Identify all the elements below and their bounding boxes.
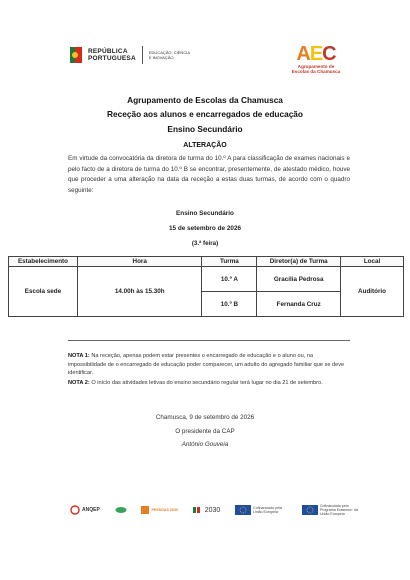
table-row xyxy=(9,267,404,292)
anqep-text: ANQEP xyxy=(82,507,100,513)
signature-name: António Gouveia xyxy=(181,441,229,448)
p2030-mark-icon xyxy=(193,506,203,514)
eu-flag-icon xyxy=(302,505,318,515)
note-1-text: Na receção, apenas podem estar presentes o encarregado de educação e o aluno ou, na impossibilidade de o encarregado de educação poder comparecer, um adulto do agregado familiar que se deve identificar. xyxy=(68,353,345,377)
p2030-logo xyxy=(193,506,221,514)
school-title: Agrupamento de Escolas da Chamusca xyxy=(127,95,283,105)
note-2 xyxy=(68,379,350,388)
schedule-weekday: (3.ª feira) xyxy=(191,240,219,247)
note-2-label: NOTA 2: xyxy=(68,380,90,386)
ministry-text xyxy=(149,50,190,60)
note-2-text: O início das atividades letivas do ensino secundário regular terá lugar no dia 21 de setembro. xyxy=(89,380,323,386)
green-leaf-icon xyxy=(115,506,127,514)
cell-class: 10.º B xyxy=(202,292,257,317)
school-logo xyxy=(286,44,346,78)
anqep-logo xyxy=(70,505,100,515)
subject-title: Receção aos alunos e encarregados de educação xyxy=(107,109,303,119)
header-class: Turma xyxy=(202,257,257,267)
green-logo xyxy=(115,506,127,514)
header-time: Hora xyxy=(77,257,202,267)
republica-text xyxy=(88,48,136,62)
note-1 xyxy=(68,352,350,378)
school-logo-caption xyxy=(286,64,346,74)
anqep-mark-icon xyxy=(70,505,80,515)
republica-portuguesa-logo xyxy=(68,44,208,66)
cell-director: Fernanda Cruz xyxy=(257,292,341,317)
header-divider xyxy=(142,46,143,64)
header-establishment: Estabelecimento xyxy=(9,257,78,267)
body-paragraph: Em virtude da convocatória da diretora de turma do 10.º A para classificação de exames nacionais e pelo facto de a diretora de turma do 10.º B se encontrar, presentemente, de atestado médico, houve que proceder a uma alteração na data da receção a estas duas turmas, de acordo com o quadro seguinte: xyxy=(68,155,350,194)
school-logo-letters: AEC xyxy=(296,43,336,65)
schedule-date: 15 de setembro de 2026 xyxy=(168,225,242,232)
eu-cofinance-text: Cofinanciado pela União Europeia xyxy=(253,506,282,514)
signature-role: O presidente da CAP xyxy=(175,428,235,435)
schedule-level: Ensino Secundário xyxy=(176,210,234,217)
pessoas-mark-icon xyxy=(141,506,149,514)
note-1-label: NOTA 1: xyxy=(68,353,90,359)
p2030-text: 2030 xyxy=(204,506,221,514)
header-director: Diretor(a) de Turma xyxy=(257,257,341,267)
cell-time: 14.00h às 15.30h xyxy=(77,267,202,317)
table-header-row xyxy=(9,257,404,267)
eu-erasmus-text: Cofinanciado pelo Programa Erasmus+ da União Europeia xyxy=(319,504,359,516)
pessoas-text: PESSOAS 2030 xyxy=(151,508,178,512)
notes-divider xyxy=(68,340,350,341)
signature-place-date: Chamusca, 9 de setembro de 2026 xyxy=(155,414,255,421)
pessoas-logo xyxy=(141,506,177,514)
change-title: ALTERAÇÃO xyxy=(183,142,227,149)
cell-location: Auditório xyxy=(341,267,404,317)
ministry-line2: E INOVAÇÃO xyxy=(148,55,174,60)
cell-director: Gracília Pedrosa xyxy=(257,267,341,292)
ministry-line1: EDUCAÇÃO, CIÊNCIA xyxy=(148,50,190,55)
level-title: Ensino Secundário xyxy=(167,124,243,134)
eu-cofinance-logo xyxy=(235,505,287,515)
portugal-flag-emblem-icon xyxy=(68,45,84,65)
footer-logos xyxy=(70,502,360,518)
eu-flag-icon xyxy=(235,505,251,515)
republica-line2: PORTUGUESA xyxy=(88,55,136,62)
school-logo-caption-line2: Escolas da Chamusca xyxy=(291,69,341,74)
school-logo-caption-line1: Agrupamento de xyxy=(297,64,335,69)
schedule-table xyxy=(8,256,404,317)
header-location: Local xyxy=(341,257,404,267)
cell-establishment: Escola sede xyxy=(9,267,78,317)
republica-line1: REPÚBLICA xyxy=(88,48,128,55)
eu-erasmus-logo xyxy=(302,504,360,516)
cell-class: 10.º A xyxy=(202,267,257,292)
